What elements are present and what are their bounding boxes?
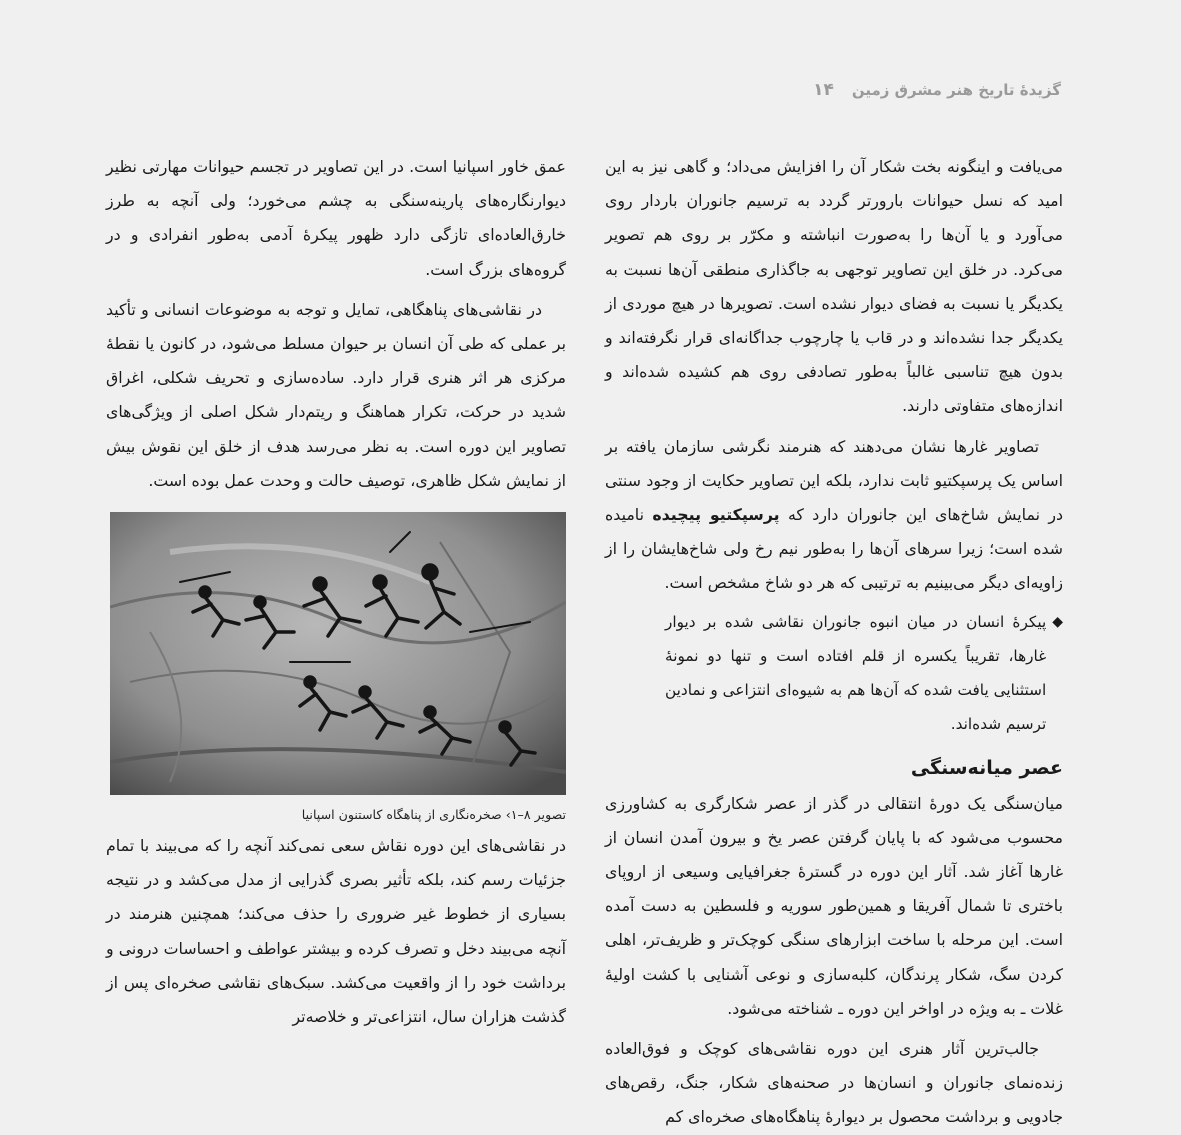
paragraph-mesolithic: میان‌سنگی یک دورهٔ انتقالی در گذر از عصر شکارگری به کشاورزی محسوب می‌شود که با پایان گرفتن عصر یخ و بیرون آمدن انسان از غارها آغاز شد. آثار این دوره در گسترهٔ جغرافیایی وسیعی از اروپای باختری تا شمال آفریقا و همین‌طور سوریه و فلسطین به دست آمده است. این مرحله با ساخت ابزارهای سنگی کوچک‌تر و ظریف‌تر، اهلی کردن سگ، شکار پرندگان، کلبه‌سازی و نوعی آشنایی با کشت اولیهٔ غلات ـ به ویژه در اواخر این دوره ـ شناخته می‌شود. bbox=[605, 793, 1063, 1018]
figure-caption: تصویر ۸–۱› صخره‌نگاری از پناهگاه کاستنون اسپانیا bbox=[301, 807, 566, 823]
rock-painting-photo bbox=[110, 512, 566, 795]
rock-painting-illustration bbox=[110, 512, 566, 795]
bullet-text: پیکرهٔ انسان در میان انبوه جانوران نقاشی شده بر دیوار غارها، تقریباً یکسره از قلم افتاده است و تنها دو نمونهٔ استثنایی یافت شده که آن‌ها هم به شیوه‌ای انتزاعی و نمادین ترسیم شده‌اند. bbox=[665, 612, 1047, 733]
running-header bbox=[813, 80, 1061, 100]
paragraph-style: در نقاشی‌های این دوره نقاش سعی نمی‌کند آنچه را که می‌بیند با تمام جزئیات رسم کند، بلکه تأثیر بصری گذرایی از مدل می‌کشد و در نتیجه بسیاری از خطوط غیر ضروری را حذف می‌کند؛ همچنین هنرمند در آنچه می‌بیند دخل و تصرف کرده و بیشتر عواطف و احساسات درونی و برداشت خود را از واقعیت می‌کشد. سبک‌های نقاشی صخره‌ای پس از گذشت هزاران سال، انتزاعی‌تر و خلاصه‌تر bbox=[106, 836, 566, 1027]
paragraph-shelter-paintings: در نقاشی‌های پناهگاهی، تمایل و توجه به موضوعات انسانی و تأکید بر عملی که طی آن انسان بر حیوان مسلط می‌شود، در کانون یا نقطهٔ مرکزی هر اثر هنری قرار دارد. ساده‌سازی و تحریف شکلی، اغراق شدید در حرکت، تکرار هماهنگ و ریتم‌دار شکل اصلی از ویژگی‌های تصاویر این دوره است. به نظر می‌رسد هدف از خلق این نقوش بیش از نمایش شکل ظاهری، توصیف حالت و وحدت عمل بوده است. bbox=[106, 299, 566, 490]
bullet-diamond-icon: ◆ bbox=[1052, 613, 1063, 630]
paragraph-perspective bbox=[605, 430, 1063, 601]
right-column bbox=[605, 150, 1063, 1135]
book-title: گزیدهٔ تاریخ هنر مشرق زمین bbox=[851, 81, 1061, 99]
page-number: ۱۴ bbox=[813, 80, 834, 100]
paragraph-continued: عمق خاور اسپانیا است. در این تصاویر در تجسم حیوانات مهارتی نظیر دیوارنگاره‌های پارینه‌سنگی به چشم می‌خورد؛ ولی آنچه به طرز خارق‌العاده‌ای تازگی دارد ظهور پیکرهٔ آدمی به‌طور انفرادی و در گروه‌های بزرگ است. bbox=[106, 157, 566, 279]
paragraph-art: جالب‌ترین آثار هنری این دوره نقاشی‌های کوچک و فوق‌العاده زنده‌نمای جانوران و انسان‌ها در صحنه‌های شکار، جنگ، رقص‌های جادویی و برداشت محصول بر دیوارهٔ پناهگاه‌های صخره‌ای کم bbox=[605, 1039, 1063, 1127]
bullet-note bbox=[605, 605, 1063, 741]
paragraph-text: نامیده شده است؛ زیرا سرهای آن‌ها را به‌طور نیم رخ ولی شاخ‌هایشان را از زاویه‌ای دیگر می‌بینیم به ترتیبی که هر دو شاخ مشخص است. bbox=[605, 505, 1063, 593]
left-column bbox=[106, 150, 566, 1034]
paragraph-text: تصاویر غارها نشان می‌دهند که هنرمند نگرشی سازمان یافته بر اساس یک پرسپکتیو ثابت ندارد، بلکه این تصاویر حکایت از وجود سنتی در نمایش شاخ‌های این جانوران دارد که bbox=[605, 436, 1063, 525]
section-heading: عصر میانه‌سنگی bbox=[910, 756, 1063, 779]
paragraph-continued: می‌یافت و اینگونه بخت شکار آن را افزایش می‌داد؛ و گاهی نیز به این امید که نسل حیوانات بارورتر گردد به ترسیم جانوران باردار روی می‌آورد و یا آن‌ها را به‌صورت انباشته و مکرّر بر روی هم تصویر می‌کرد. در خلق این تصاویر توجهی به جاگذاری منطقی آن‌ها نسبت به یکدیگر یا نسبت به فضای دیوار نشده است. تصویرها در هیچ موردی از یکدیگر جدا نشده‌اند و در قاب یا چارچوب جداگانه‌ای قرار نگرفته‌اند و بدون هیچ تناسبی غالباً به‌طور تصادفی روی هم کشیده شده‌اند و اندازه‌های متفاوتی دارند. bbox=[605, 157, 1063, 416]
bold-term: پرسپکتیو پیچیده bbox=[652, 505, 780, 525]
